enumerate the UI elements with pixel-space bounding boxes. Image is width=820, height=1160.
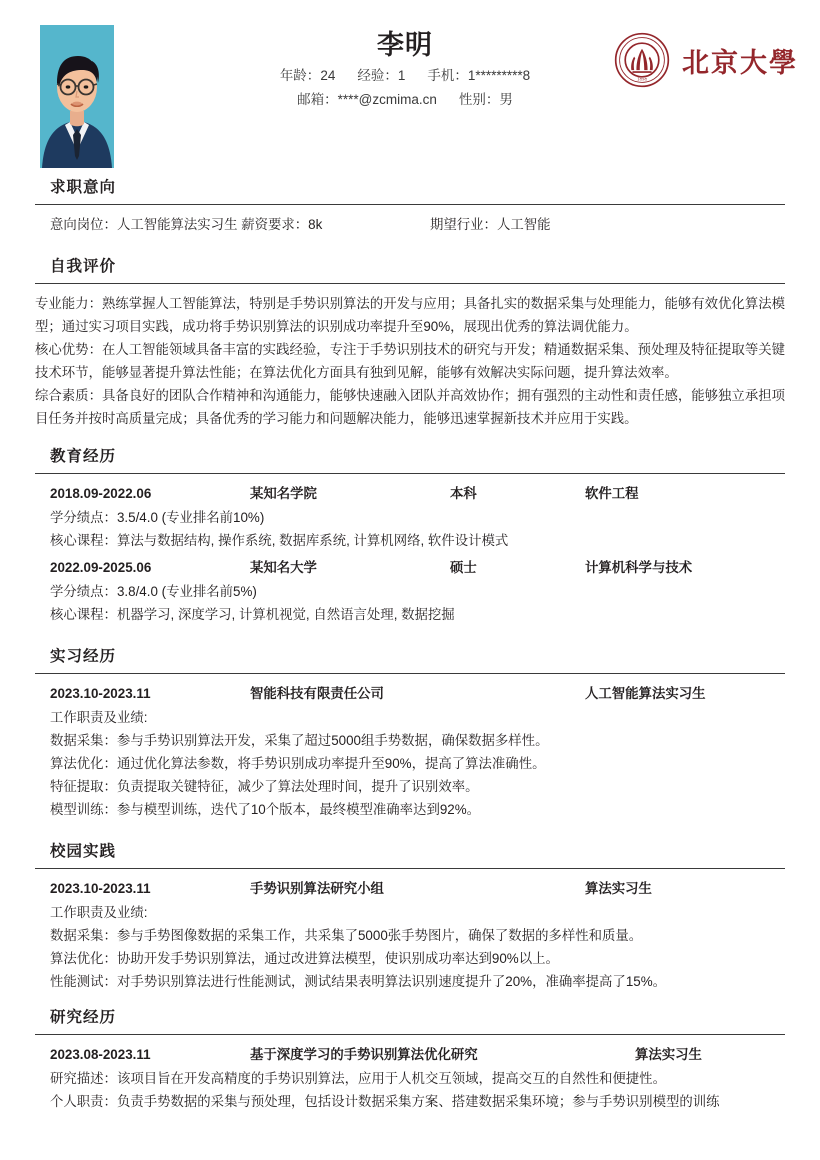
research-role: 算法实习生 bbox=[635, 1047, 702, 1062]
research-entry-header bbox=[35, 1043, 785, 1067]
self-eval-paragraph: 综合素质：具备良好的团队合作精神和沟通能力，能够快速融入团队并高效协作；拥有强烈的主动性和责任感，能够独立承担项目任务并按时高质量完成；具备优秀的学习能力和问题解决能力，能够迅速掌握新技术并应用于实践。 bbox=[35, 388, 785, 426]
education-school: 某知名学院 bbox=[250, 486, 317, 501]
contact-line-secondary bbox=[180, 88, 630, 112]
school-logo bbox=[614, 32, 798, 88]
job-intent-row bbox=[35, 213, 785, 236]
section-research bbox=[0, 1005, 820, 1113]
education-courses: 核心课程：算法与数据结构, 操作系统, 数据库系统, 计算机网络, 软件设计模式 bbox=[50, 533, 509, 548]
self-eval-paragraph: 专业能力：熟练掌握人工智能算法，特别是手势识别算法的开发与应用；具备扎实的数据采集与处理能力，能够有效优化算法模型；通过实习项目实践，成功将手势识别算法的识别成功率提升至90%，展现出优秀的算法调优能力。 bbox=[35, 296, 785, 334]
experience-label: 经验： bbox=[357, 68, 398, 83]
self-evaluation-body bbox=[35, 292, 785, 430]
internship-duty-item: 特征提取：负责提取关键特征，减少了算法处理时间，提升了识别效率。 bbox=[50, 779, 479, 794]
section-title-education: 教育经历 bbox=[50, 448, 117, 465]
job-intent-right bbox=[430, 213, 551, 236]
phone-label: 手机： bbox=[427, 68, 468, 83]
section-self-evaluation bbox=[0, 254, 820, 430]
svg-text:1898: 1898 bbox=[637, 76, 647, 82]
education-degree: 硕士 bbox=[450, 560, 477, 575]
school-name: 北京大學 bbox=[682, 47, 798, 79]
age-value: 24 bbox=[320, 68, 336, 83]
age-label: 年龄： bbox=[279, 68, 321, 83]
section-divider bbox=[35, 1034, 785, 1035]
section-divider bbox=[35, 473, 785, 474]
education-courses: 核心课程：机器学习, 深度学习, 计算机视觉, 自然语言处理, 数据挖掘 bbox=[50, 607, 455, 622]
industry-value: 人工智能 bbox=[496, 217, 551, 232]
section-title-campus-practice: 校园实践 bbox=[50, 843, 117, 860]
internship-duty-item: 模型训练：参与模型训练，迭代了10个版本，最终模型准确率达到92%。 bbox=[50, 802, 481, 817]
campus-org: 手势识别算法研究小组 bbox=[250, 881, 384, 896]
resume-header bbox=[0, 0, 820, 175]
section-job-intent bbox=[0, 175, 820, 236]
internship-duties-label: 工作职责及业绩: bbox=[50, 710, 148, 725]
section-title-job-intent: 求职意向 bbox=[50, 179, 117, 196]
internship-role: 人工智能算法实习生 bbox=[585, 686, 706, 701]
section-divider bbox=[35, 283, 785, 284]
gender-value: 男 bbox=[499, 92, 513, 107]
avatar bbox=[40, 25, 114, 168]
campus-entry bbox=[35, 877, 785, 993]
research-project: 基于深度学习的手势识别算法优化研究 bbox=[250, 1047, 478, 1062]
section-campus-practice bbox=[0, 839, 820, 993]
salary-label: 薪资要求： bbox=[241, 217, 309, 232]
campus-duty-item: 算法优化：协助开发手势识别算法，通过改进算法模型，使识别成功率达到90%以上。 bbox=[50, 951, 559, 966]
education-school: 某知名大学 bbox=[250, 560, 317, 575]
section-title-self-evaluation: 自我评价 bbox=[50, 258, 117, 275]
campus-duty-item: 性能测试：对手势识别算法进行性能测试，测试结果表明算法识别速度提升了20%，准确率提高了15%。 bbox=[50, 974, 667, 989]
research-line: 研究描述：该项目旨在开发高精度的手势识别算法，应用于人机交互领域，提高交互的自然性和便捷性。 bbox=[50, 1071, 666, 1086]
education-degree: 本科 bbox=[450, 486, 477, 501]
campus-date: 2023.10-2023.11 bbox=[50, 881, 151, 896]
section-title-internship: 实习经历 bbox=[50, 648, 117, 665]
campus-duties-label: 工作职责及业绩: bbox=[50, 905, 148, 920]
page-title: 李明 bbox=[377, 30, 433, 60]
research-line: 个人职责：负责手势数据的采集与预处理，包括设计数据采集方案、搭建数据采集环境；参与手势识别模型的训练 bbox=[50, 1094, 720, 1109]
section-internship bbox=[0, 644, 820, 821]
self-eval-paragraph: 核心优势：在人工智能领域具备丰富的实践经验，专注于手势识别技术的研究与开发；精通数据采集、预处理及特征提取等关键技术环节，能够显著提升算法性能；在算法优化方面具有独到见解，能够有效解决实际问题，提升算法效率。 bbox=[35, 342, 785, 380]
internship-company: 智能科技有限责任公司 bbox=[250, 686, 384, 701]
experience-value: 1 bbox=[397, 68, 406, 83]
internship-duty-item: 数据采集：参与手势识别算法开发，采集了超过5000组手势数据，确保数据多样性。 bbox=[50, 733, 549, 748]
education-date: 2022.09-2025.06 bbox=[50, 560, 152, 575]
research-entry bbox=[35, 1043, 785, 1113]
email-label: 邮箱： bbox=[297, 92, 338, 107]
position-label: 意向岗位： bbox=[50, 217, 117, 232]
section-divider bbox=[35, 868, 785, 869]
position-value: 人工智能算法实习生 bbox=[116, 217, 238, 232]
salary-value: 8k bbox=[308, 217, 323, 232]
internship-date: 2023.10-2023.11 bbox=[50, 686, 151, 701]
education-entry-header bbox=[35, 556, 785, 580]
education-gpa: 学分绩点：3.5/4.0 (专业排名前10%) bbox=[50, 510, 265, 525]
campus-role: 算法实习生 bbox=[585, 881, 652, 896]
identity-block bbox=[180, 26, 630, 112]
job-intent-left bbox=[50, 213, 322, 236]
education-entry bbox=[35, 556, 785, 626]
internship-duty-item: 算法优化：通过优化算法参数，将手势识别成功率提升至90%，提高了算法准确性。 bbox=[50, 756, 546, 771]
campus-entry-header bbox=[35, 877, 785, 901]
section-title-research: 研究经历 bbox=[50, 1009, 117, 1026]
contact-line-primary bbox=[180, 64, 630, 88]
section-education bbox=[0, 444, 820, 626]
email-value: ****@zcmima.cn bbox=[337, 92, 437, 107]
education-date: 2018.09-2022.06 bbox=[50, 486, 152, 501]
industry-label: 期望行业： bbox=[430, 217, 497, 232]
phone-value: 1*********8 bbox=[467, 68, 531, 83]
education-major: 软件工程 bbox=[585, 486, 639, 501]
research-date: 2023.08-2023.11 bbox=[50, 1047, 151, 1062]
section-divider bbox=[35, 673, 785, 674]
campus-duty-item: 数据采集：参与手势图像数据的采集工作，共采集了5000张手势图片，确保了数据的多样性和质量。 bbox=[50, 928, 643, 943]
gender-label: 性别： bbox=[458, 92, 500, 107]
education-gpa: 学分绩点：3.8/4.0 (专业排名前5%) bbox=[50, 584, 257, 599]
internship-entry bbox=[35, 682, 785, 821]
education-entry-header bbox=[35, 482, 785, 506]
section-divider bbox=[35, 204, 785, 205]
university-seal-icon bbox=[614, 32, 670, 88]
internship-entry-header bbox=[35, 682, 785, 706]
education-entry bbox=[35, 482, 785, 552]
portrait-illustration bbox=[40, 25, 114, 168]
education-major: 计算机科学与技术 bbox=[585, 560, 693, 575]
